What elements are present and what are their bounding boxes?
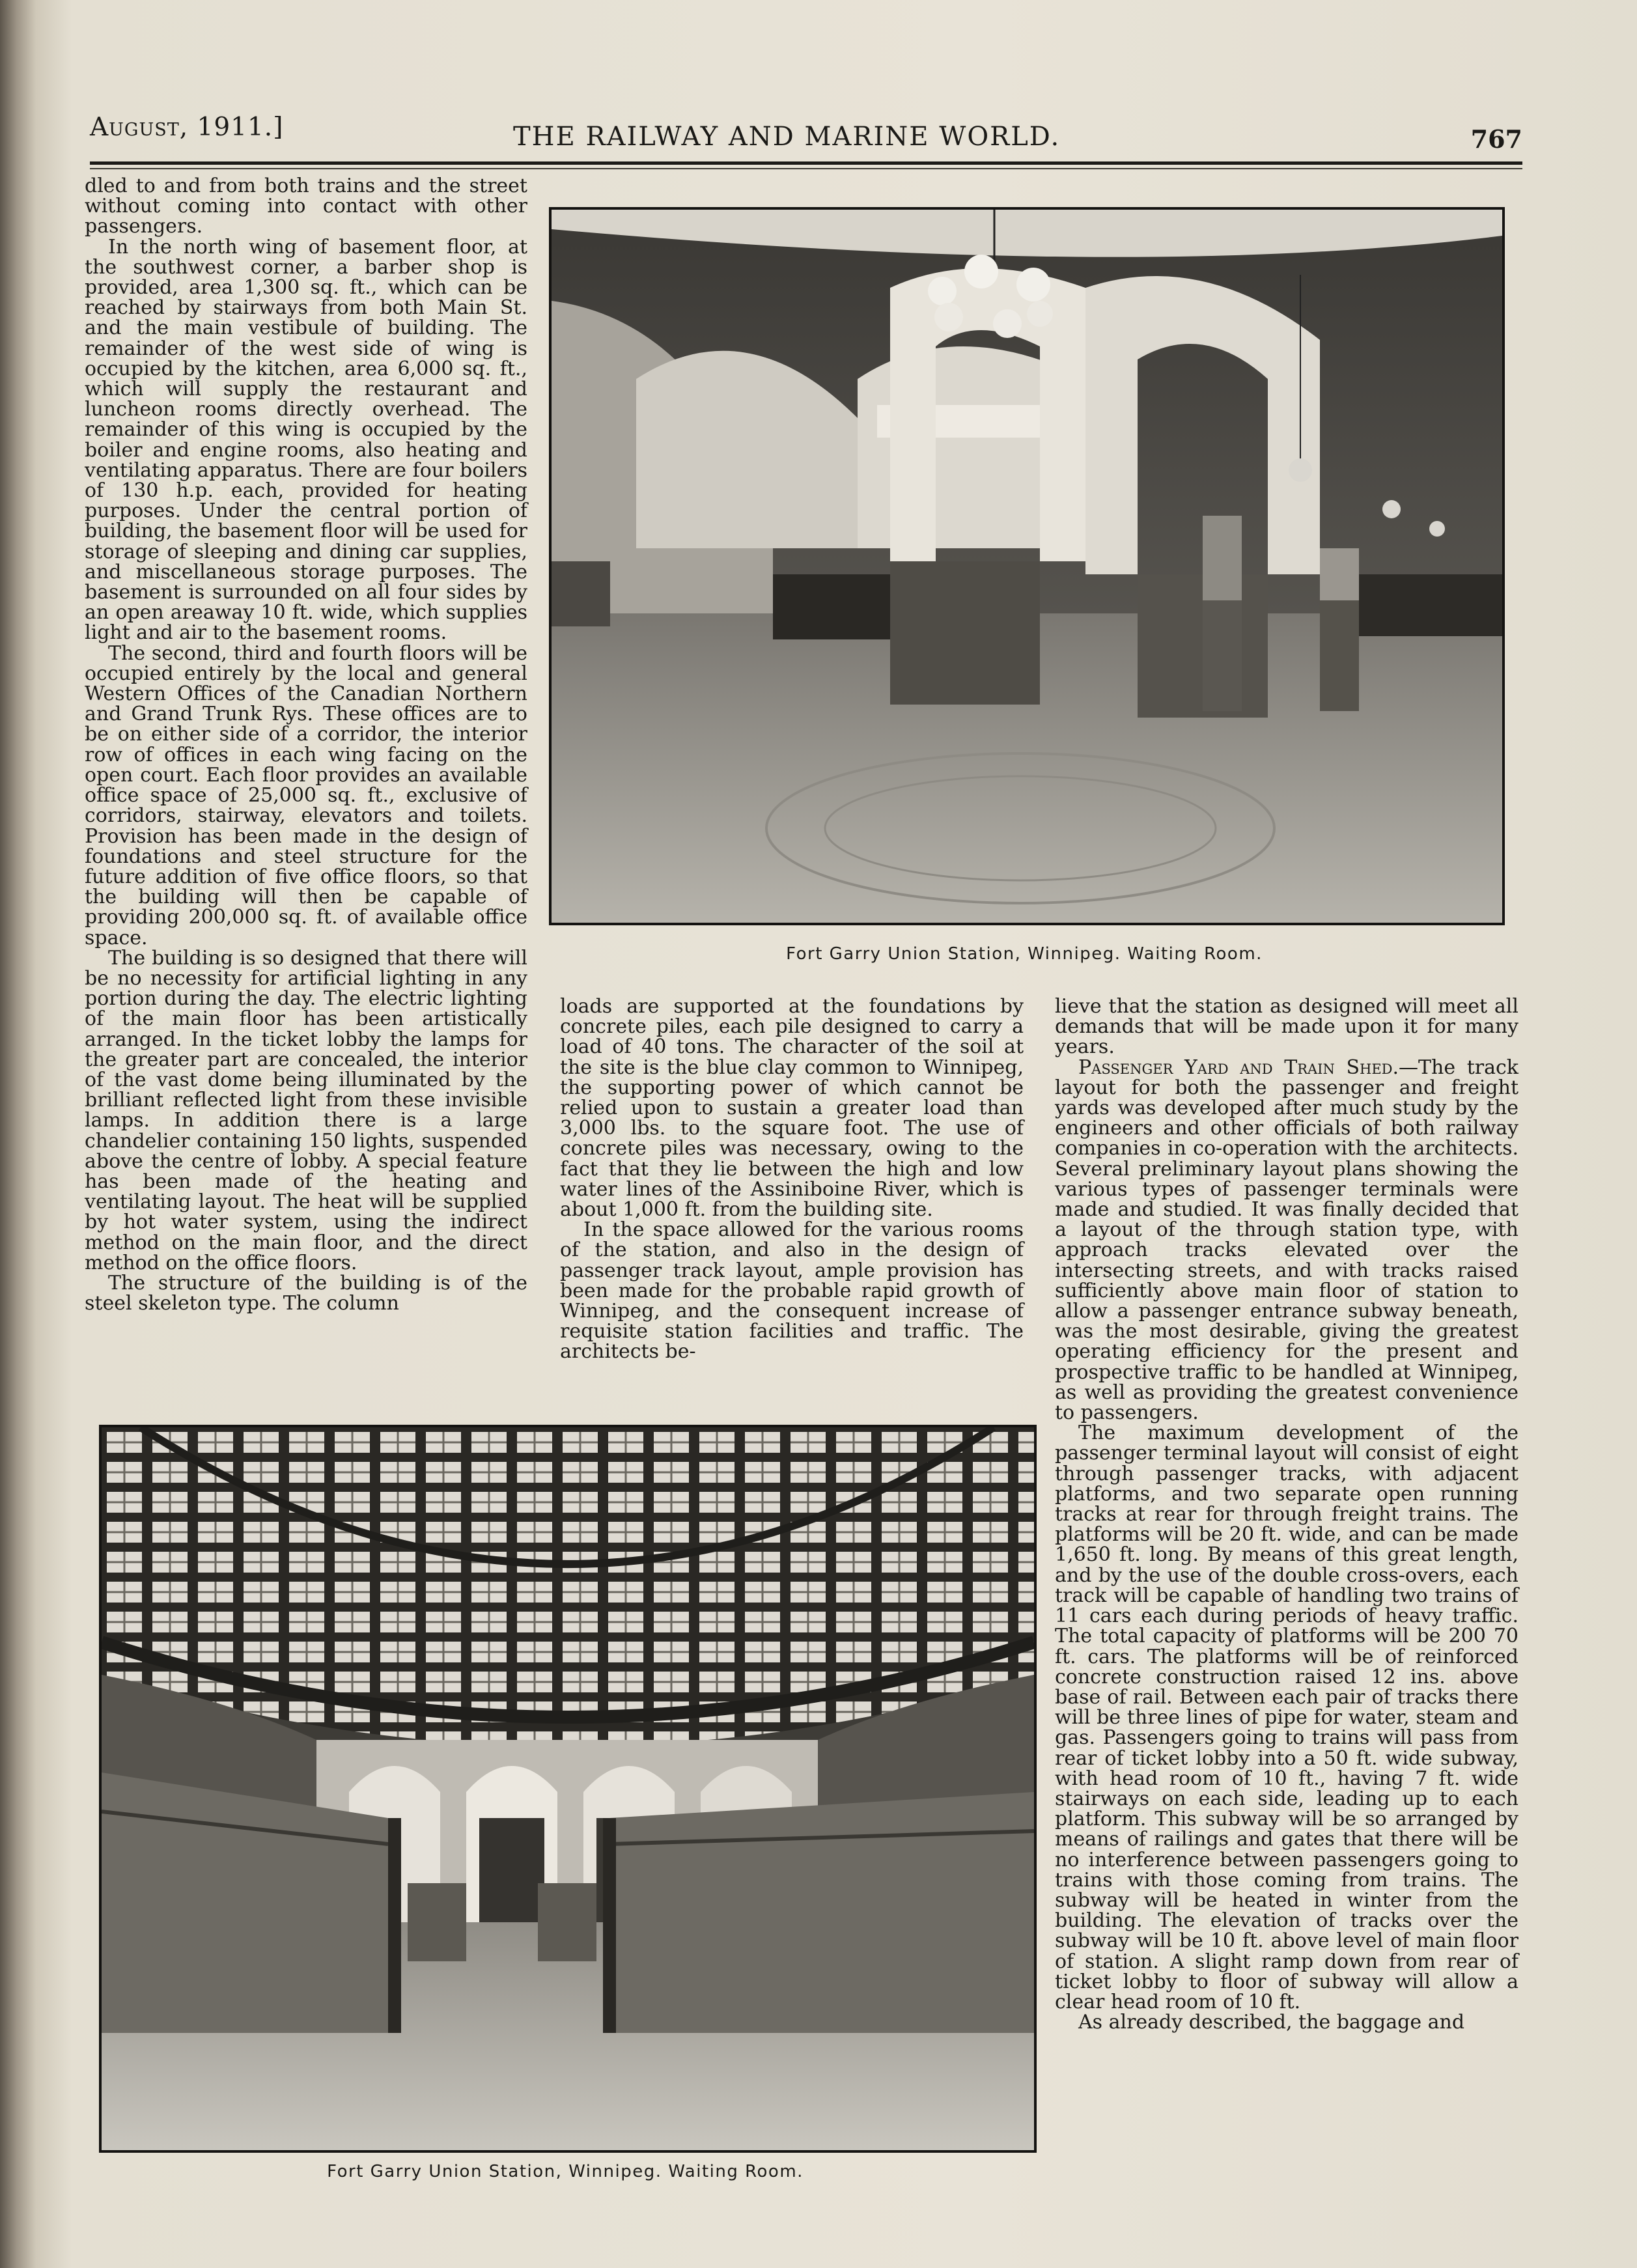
paragraph: In the north wing of basement floor, at the southwest corner, a barber shop is provided, area 1,300 sq. ft., which can be reached by stairways from both Main St. and the main vestibule of building. The remainder of the west side of wing is occupied by the kitchen, area 6,000 sq. ft., which will supply the restaurant and luncheon rooms directly overhead. The remainder of this wing is occupied by the boiler and engine rooms, also heating and ventilating apparatus. There are four boilers of 130 h.p. each, provided for heating purposes. Under the central portion of building, the basement floor will be used for storage of sleeping and dining car supplies, and miscellaneous storage purposes. The basement is surrounded on all four sides by an open areaway 10 ft. wide, which supplies light and air to the basement rooms. xyxy=(85,235,527,645)
photo-caption: Fort Garry Union Station, Winnipeg. Waiting Room. xyxy=(327,2162,804,2181)
paragraph: The structure of the building is of the steel skeleton type. The column xyxy=(85,1271,527,1315)
text-column-left xyxy=(85,176,527,1313)
waiting-room-skylight-image xyxy=(102,1427,1034,2150)
page-number: 767 xyxy=(1470,124,1522,154)
photo-caption: Fort Garry Union Station, Winnipeg. Waiting Room. xyxy=(786,944,1263,964)
header-rule xyxy=(90,161,1522,165)
paragraph xyxy=(1055,1057,1518,1423)
running-header xyxy=(90,107,1522,160)
paragraph: lieve that the station as designed will meet all demands that will be made upon it for many years. xyxy=(1055,995,1518,1059)
waiting-room-photo-top xyxy=(549,207,1505,925)
waiting-room-photo-bottom xyxy=(99,1425,1037,2153)
paragraph: In the space allowed for the various rooms of the station, and also in the design of passenger track layout, ample provision has been made for the probable rapid growth of Winnipeg, and the consequent increase of requisite station facilities and traffic. The architects be- xyxy=(560,1218,1024,1364)
paragraph: The second, third and fourth floors will be occupied entirely by the local and general Western Offices of the Canadian Northern and Grand Trunk Rys. These offices are to be on either side of a corridor, the interior row of offices in each wing facing on the open court. Each floor provides an available office space of 25,000 sq. ft., exclusive of corridors, stairway, elevators and toilets. Provision has been made in the design of foundations and steel structure for the future addition of five office floors, so that the building will then be capable of providing 200,000 sq. ft. of available office space. xyxy=(85,641,527,949)
text-column-middle xyxy=(560,996,1024,1362)
paragraph: The building is so designed that there will be no necessity for artificial lighting in any portion during the day. The electric lighting of the main floor has been artistically arranged. In the ticket lobby the lamps for the greater part are concealed, the interior of the vast dome being illuminated by the brilliant reflected light from these invisible lamps. In addition there is a large chandelier containing 150 lights, suspended above the centre of lobby. A special feature has been made of the heating and ventilating layout. The heat will be supplied by hot water system, using the indirect method on the main floor, and the direct method on the office floors. xyxy=(85,946,527,1274)
section-heading: Passenger Yard and Train Shed. xyxy=(1078,1056,1399,1079)
paragraph: loads are supported at the foundations by concrete piles, each pile designed to carry a load of 40 tons. The character of the soil at the site is the blue clay common to Winnipeg, the supporting power of which cannot be relied upon to sustain a greater load than 3,000 lbs. to the square foot. The use of concrete piles was necessary, owing to the fact that they lie between the high and low water lines of the Assiniboine River, which is about 1,000 ft. from the building site. xyxy=(560,995,1024,1222)
text-column-right xyxy=(1055,996,1518,2032)
header-rule-thin xyxy=(90,168,1522,169)
paragraph-body: —The track layout for both the passenger and freight yards was developed after much study by the engineers and other officials of both railway companies in co-operation with the architects. Several preliminary layout plans showing the various types of passenger terminals were made and studied. It was finally decided that a layout of the through station type, with approach tracks elevated over the intersecting streets, and with tracks raised sufficiently above main floor of station to allow a passenger entrance subway beneath, was the most desirable, giving the greatest operating efficiency for the present and prospective traffic to be handled at Winnipeg, as well as providing the greatest convenience to passengers. xyxy=(1055,1056,1518,1425)
paragraph: dled to and from both trains and the street without coming into contact with other passengers. xyxy=(85,175,527,238)
waiting-room-arches-image xyxy=(552,210,1502,923)
issue-date: August, 1911.] xyxy=(90,113,284,142)
journal-title: THE RAILWAY AND MARINE WORLD. xyxy=(513,122,1061,152)
paragraph: The maximum development of the passenger terminal layout will consist of eight through passenger tracks, with adjacent platforms, and two separate open running tracks at rear for through freight trains. The platforms will be 20 ft. wide, and can be made 1,650 ft. long. By means of this great length, and by the use of the double cross-overs, each track will be capable of handling two trains of 11 cars each during periods of heavy traffic. The total capacity of platforms will be 200 70 ft. cars. The platforms will be of reinforced concrete construction raised 12 ins. above base of rail. Between each pair of tracks there will be three lines of pipe for water, steam and gas. Passengers going to trains will pass from rear of ticket lobby into a 50 ft. wide subway, with head room of 10 ft., having 7 ft. wide stairways on each side, leading up to each platform. This subway will be so arranged by means of railings and gates that there will be no interference between passengers going to trains with those coming from trains. The subway will be heated in winter from the building. The elevation of tracks over the subway will be 10 ft. above level of main floor of station. A slight ramp down from rear of ticket lobby to floor of subway will allow a clear head room of 10 ft. xyxy=(1055,1421,1518,2013)
paragraph: As already described, the baggage and xyxy=(1078,2011,1465,2034)
